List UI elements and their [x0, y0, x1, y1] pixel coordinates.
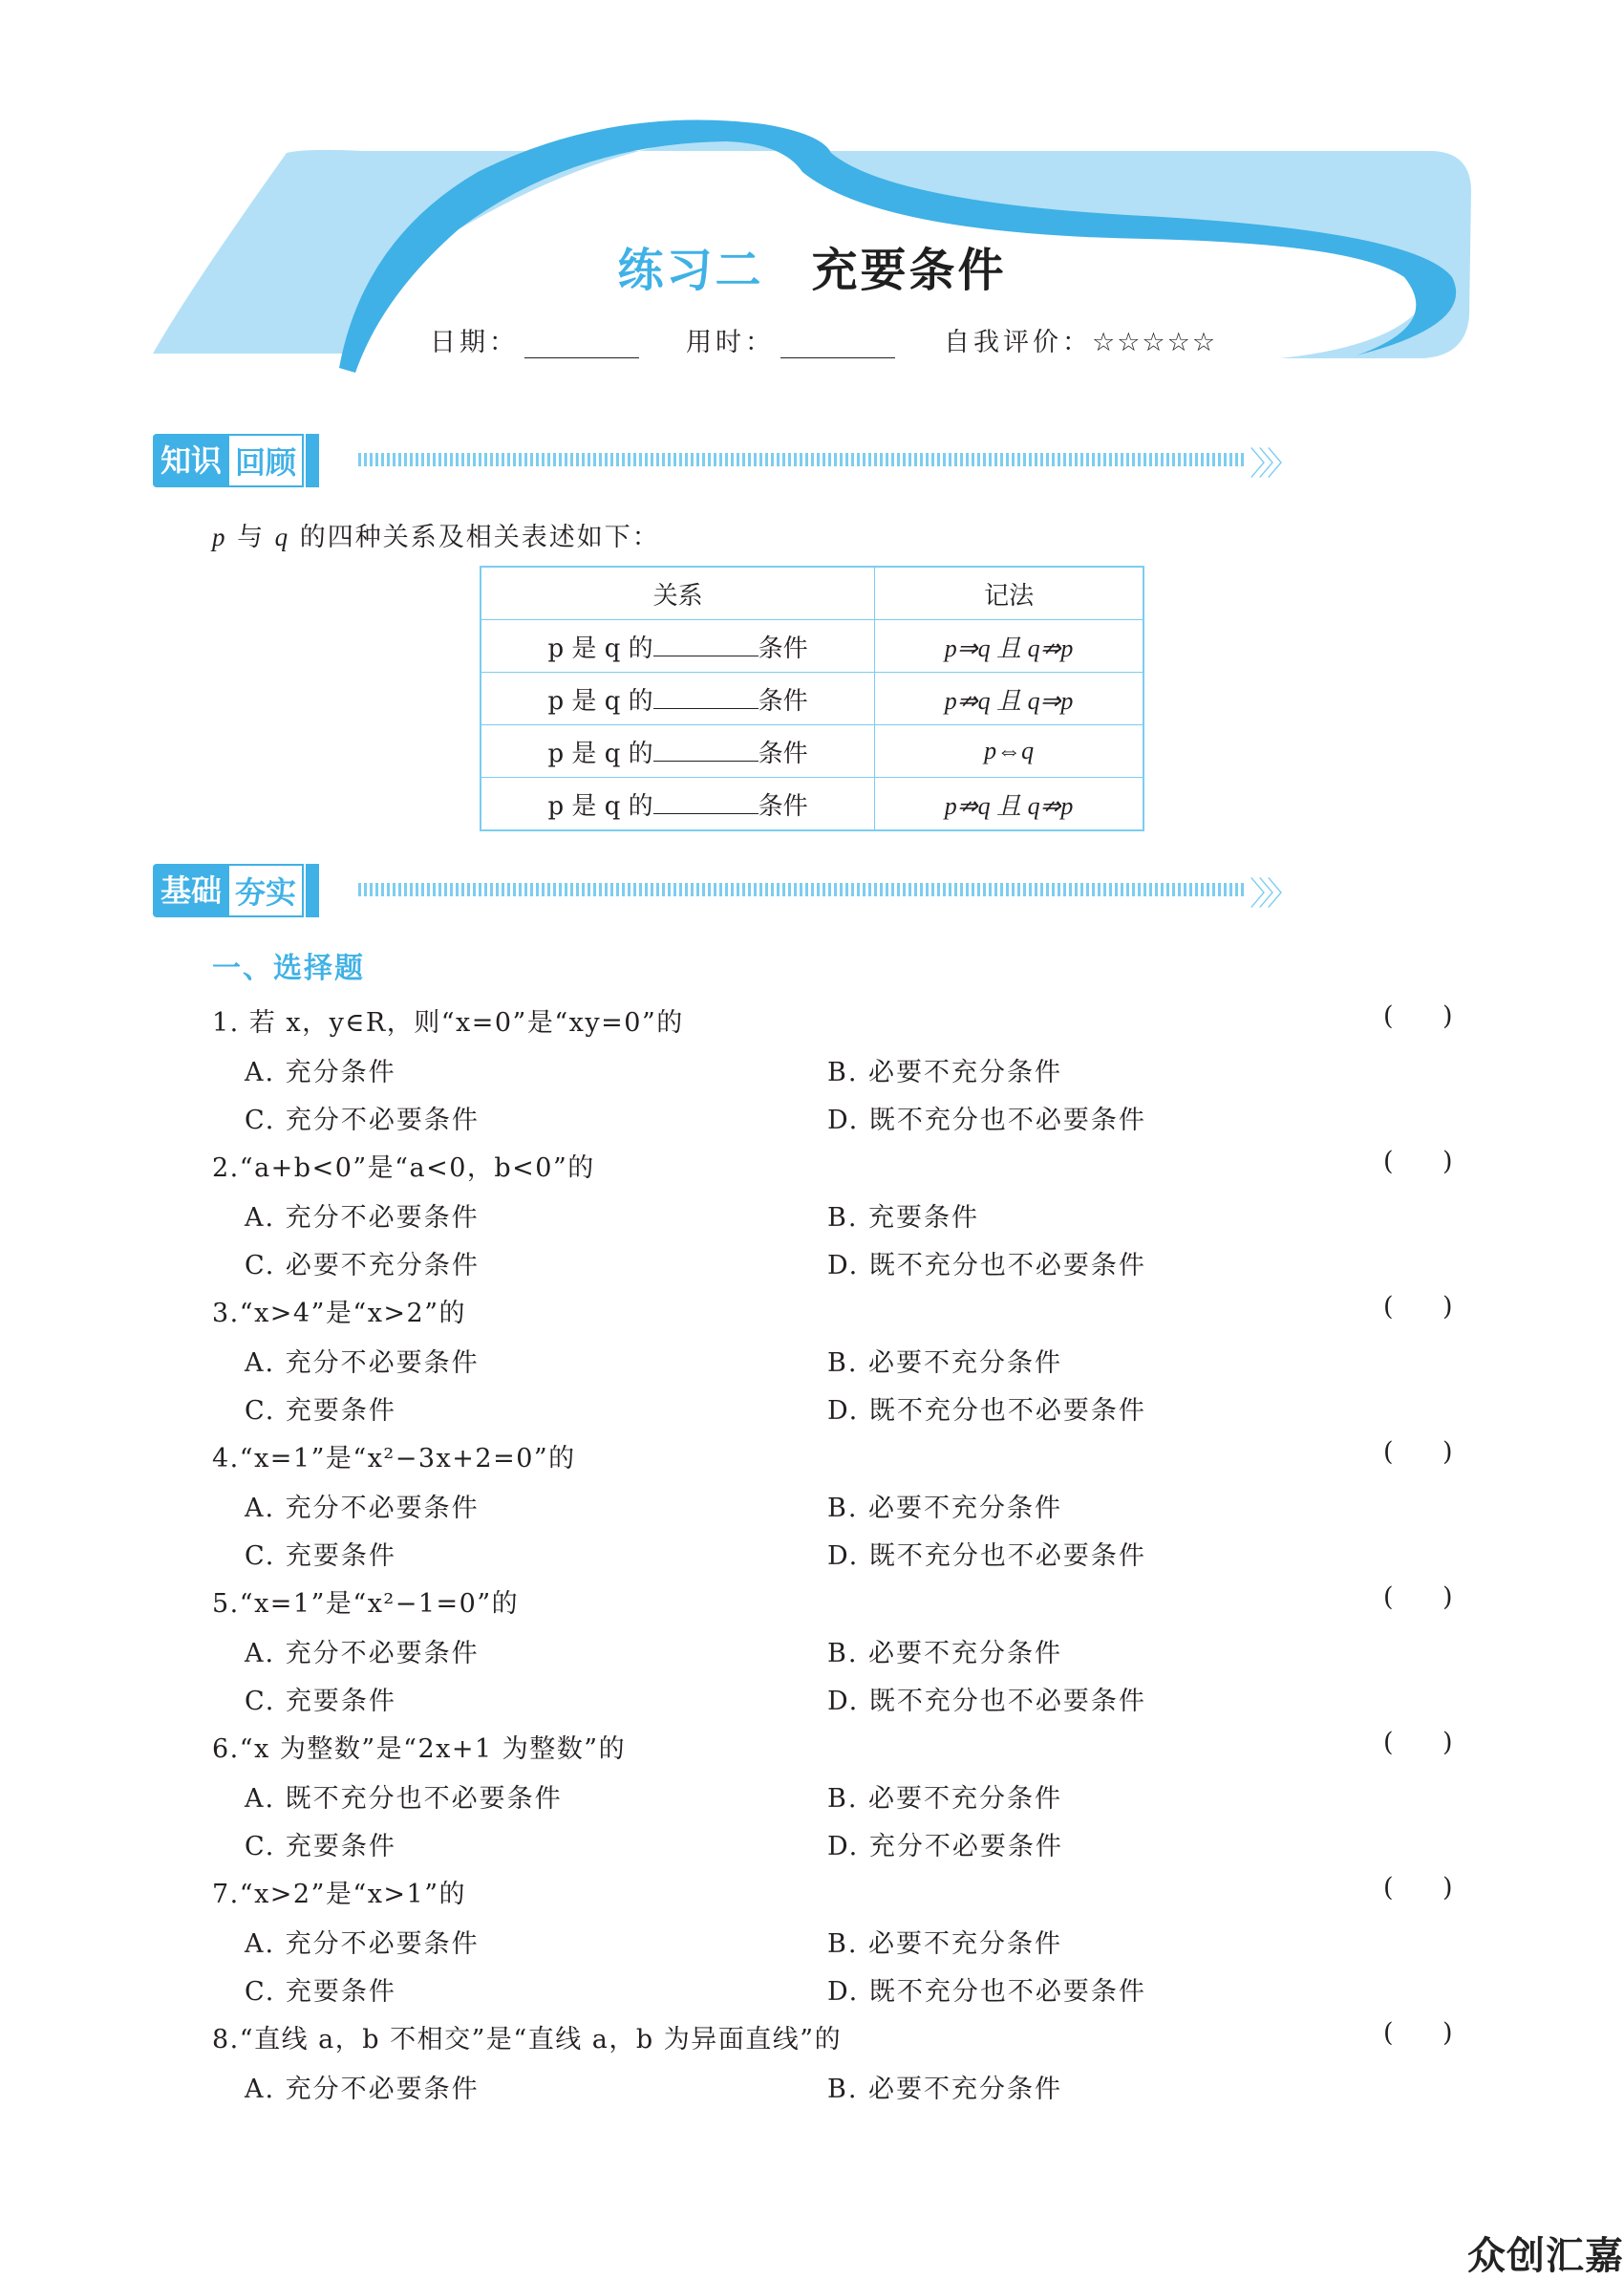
part-title: 一、选择题 [212, 952, 365, 985]
answer-paren[interactable]: ( ) [1383, 1582, 1453, 1612]
option-d[interactable]: D. 既不充分也不必要条件 [827, 1977, 1146, 2007]
option-a[interactable]: A. 充分不必要条件 [245, 2075, 480, 2104]
rating-stars[interactable]: ☆☆☆☆☆ [1092, 328, 1218, 357]
title-name: 充要条件 [811, 244, 1007, 297]
question-stem: 6.“x 为整数”是“2x+1 为整数”的 [212, 1734, 627, 1764]
option-d[interactable]: D. 既不充分也不必要条件 [827, 1106, 1146, 1135]
option-b[interactable]: B. 必要不充分条件 [827, 1058, 1063, 1087]
dashed-rule [358, 883, 1247, 896]
intro-part-1: 与 [226, 523, 275, 552]
intro-part-2: 的四种关系及相关表述如下： [289, 523, 660, 552]
chevron-right-icon: 〉〉〉 [1250, 875, 1292, 914]
relation-prefix: p 是 q 的 [547, 634, 653, 663]
answer-paren[interactable]: ( ) [1383, 2018, 1453, 2048]
section-tag-1: 基础 [153, 864, 229, 917]
answer-blank[interactable] [653, 792, 759, 814]
table-row [481, 778, 1143, 831]
question-stem: 4.“x=1”是“x²−3x+2=0”的 [212, 1444, 576, 1473]
section-endbar [306, 864, 319, 917]
section-header-basics [153, 862, 1299, 919]
option-a[interactable]: A. 充分不必要条件 [245, 1494, 480, 1523]
option-b[interactable]: B. 必要不充分条件 [827, 1348, 1063, 1378]
section-tag-2: 回顾 [229, 434, 304, 487]
relation-prefix: p 是 q 的 [547, 686, 653, 716]
table-header-notation: 记法 [875, 567, 1143, 620]
answer-paren[interactable]: ( ) [1383, 1873, 1453, 1903]
answer-paren[interactable]: ( ) [1383, 1728, 1453, 1757]
table-row [481, 620, 1143, 673]
question-stem: 8.“直线 a，b 不相交”是“直线 a，b 为异面直线”的 [212, 2025, 843, 2054]
option-a[interactable]: A. 充分不必要条件 [245, 1203, 480, 1233]
option-c[interactable]: C. 充要条件 [245, 1832, 396, 1861]
relation-cell [481, 725, 875, 778]
time-label: 用时： [686, 328, 775, 357]
option-c[interactable]: C. 必要不充分条件 [245, 1251, 480, 1280]
intro-text [212, 516, 660, 553]
relation-suffix: 条件 [758, 634, 808, 663]
notation-cell: p⇏q 且 q⇏p [875, 778, 1143, 831]
relation-suffix: 条件 [758, 791, 808, 821]
option-c[interactable]: C. 充要条件 [245, 1541, 396, 1571]
section-tag-2: 夯实 [229, 864, 304, 917]
relation-cell [481, 620, 875, 673]
relation-prefix: p 是 q 的 [547, 791, 653, 821]
notation-cell: p⇔q [875, 725, 1143, 778]
option-b[interactable]: B. 必要不充分条件 [827, 1639, 1063, 1668]
option-c[interactable]: C. 充要条件 [245, 1977, 396, 2007]
date-blank[interactable] [524, 334, 639, 358]
answer-blank[interactable] [653, 687, 759, 709]
answer-blank[interactable] [653, 740, 759, 762]
date-label: 日期： [430, 328, 519, 357]
table-header-relation: 关系 [481, 567, 875, 620]
option-b[interactable]: B. 必要不充分条件 [827, 1494, 1063, 1523]
option-c[interactable]: C. 充要条件 [245, 1396, 396, 1426]
page-title [0, 233, 1624, 299]
option-a[interactable]: A. 充分不必要条件 [245, 1348, 480, 1378]
question-stem: 1. 若 x，y∈R，则“x=0”是“xy=0”的 [212, 1008, 684, 1038]
option-d[interactable]: D. 既不充分也不必要条件 [827, 1251, 1146, 1280]
question-stem: 5.“x=1”是“x²−1=0”的 [212, 1589, 520, 1619]
option-d[interactable]: D. 既不充分也不必要条件 [827, 1541, 1146, 1571]
answer-blank[interactable] [653, 635, 759, 656]
option-b[interactable]: B. 必要不充分条件 [827, 2075, 1063, 2104]
relation-prefix: p 是 q 的 [547, 739, 653, 768]
relation-suffix: 条件 [758, 739, 808, 768]
self-eval [944, 321, 1217, 358]
table-header-row [481, 567, 1143, 620]
question-stem: 2.“a+b<0”是“a<0，b<0”的 [212, 1153, 595, 1183]
section-tag-1: 知识 [153, 434, 229, 487]
answer-paren[interactable]: ( ) [1383, 1292, 1453, 1322]
table-row [481, 725, 1143, 778]
relation-cell [481, 673, 875, 725]
eval-label: 自我评价： [944, 328, 1092, 357]
notation-cell: p⇒q 且 q⇏p [875, 620, 1143, 673]
notation-cell: p⇏q 且 q⇒p [875, 673, 1143, 725]
question-stem: 3.“x>4”是“x>2”的 [212, 1299, 467, 1328]
option-a[interactable]: A. 既不充分也不必要条件 [245, 1784, 563, 1814]
option-a[interactable]: A. 充分不必要条件 [245, 1929, 480, 1959]
option-d[interactable]: D. 既不充分也不必要条件 [827, 1687, 1146, 1716]
option-b[interactable]: B. 必要不充分条件 [827, 1929, 1063, 1959]
section-header-review [153, 432, 1299, 489]
var-p: p [212, 523, 227, 551]
answer-paren[interactable]: ( ) [1383, 1147, 1453, 1176]
option-d[interactable]: D. 既不充分也不必要条件 [827, 1396, 1146, 1426]
relation-cell [481, 778, 875, 831]
option-d[interactable]: D. 充分不必要条件 [827, 1832, 1063, 1861]
title-label: 练习二 [617, 244, 764, 297]
time-blank[interactable] [780, 334, 895, 358]
date-field [430, 321, 639, 358]
question-stem: 7.“x>2”是“x>1”的 [212, 1880, 467, 1909]
option-c[interactable]: C. 充要条件 [245, 1687, 396, 1716]
option-a[interactable]: A. 充分条件 [245, 1058, 396, 1087]
answer-paren[interactable]: ( ) [1383, 1001, 1453, 1031]
var-q: q [274, 523, 290, 551]
table-row [481, 673, 1143, 725]
time-field [686, 321, 895, 358]
option-b[interactable]: B. 充要条件 [827, 1203, 980, 1233]
dashed-rule [358, 453, 1247, 466]
relation-suffix: 条件 [758, 686, 808, 716]
watermark: 众创汇嘉 [1467, 2234, 1624, 2278]
option-b[interactable]: B. 必要不充分条件 [827, 1784, 1063, 1814]
option-a[interactable]: A. 充分不必要条件 [245, 1639, 480, 1668]
section-endbar [306, 434, 319, 487]
chevron-right-icon: 〉〉〉 [1250, 445, 1292, 484]
answer-paren[interactable]: ( ) [1383, 1437, 1453, 1467]
option-c[interactable]: C. 充分不必要条件 [245, 1106, 480, 1135]
relation-table [480, 566, 1144, 831]
